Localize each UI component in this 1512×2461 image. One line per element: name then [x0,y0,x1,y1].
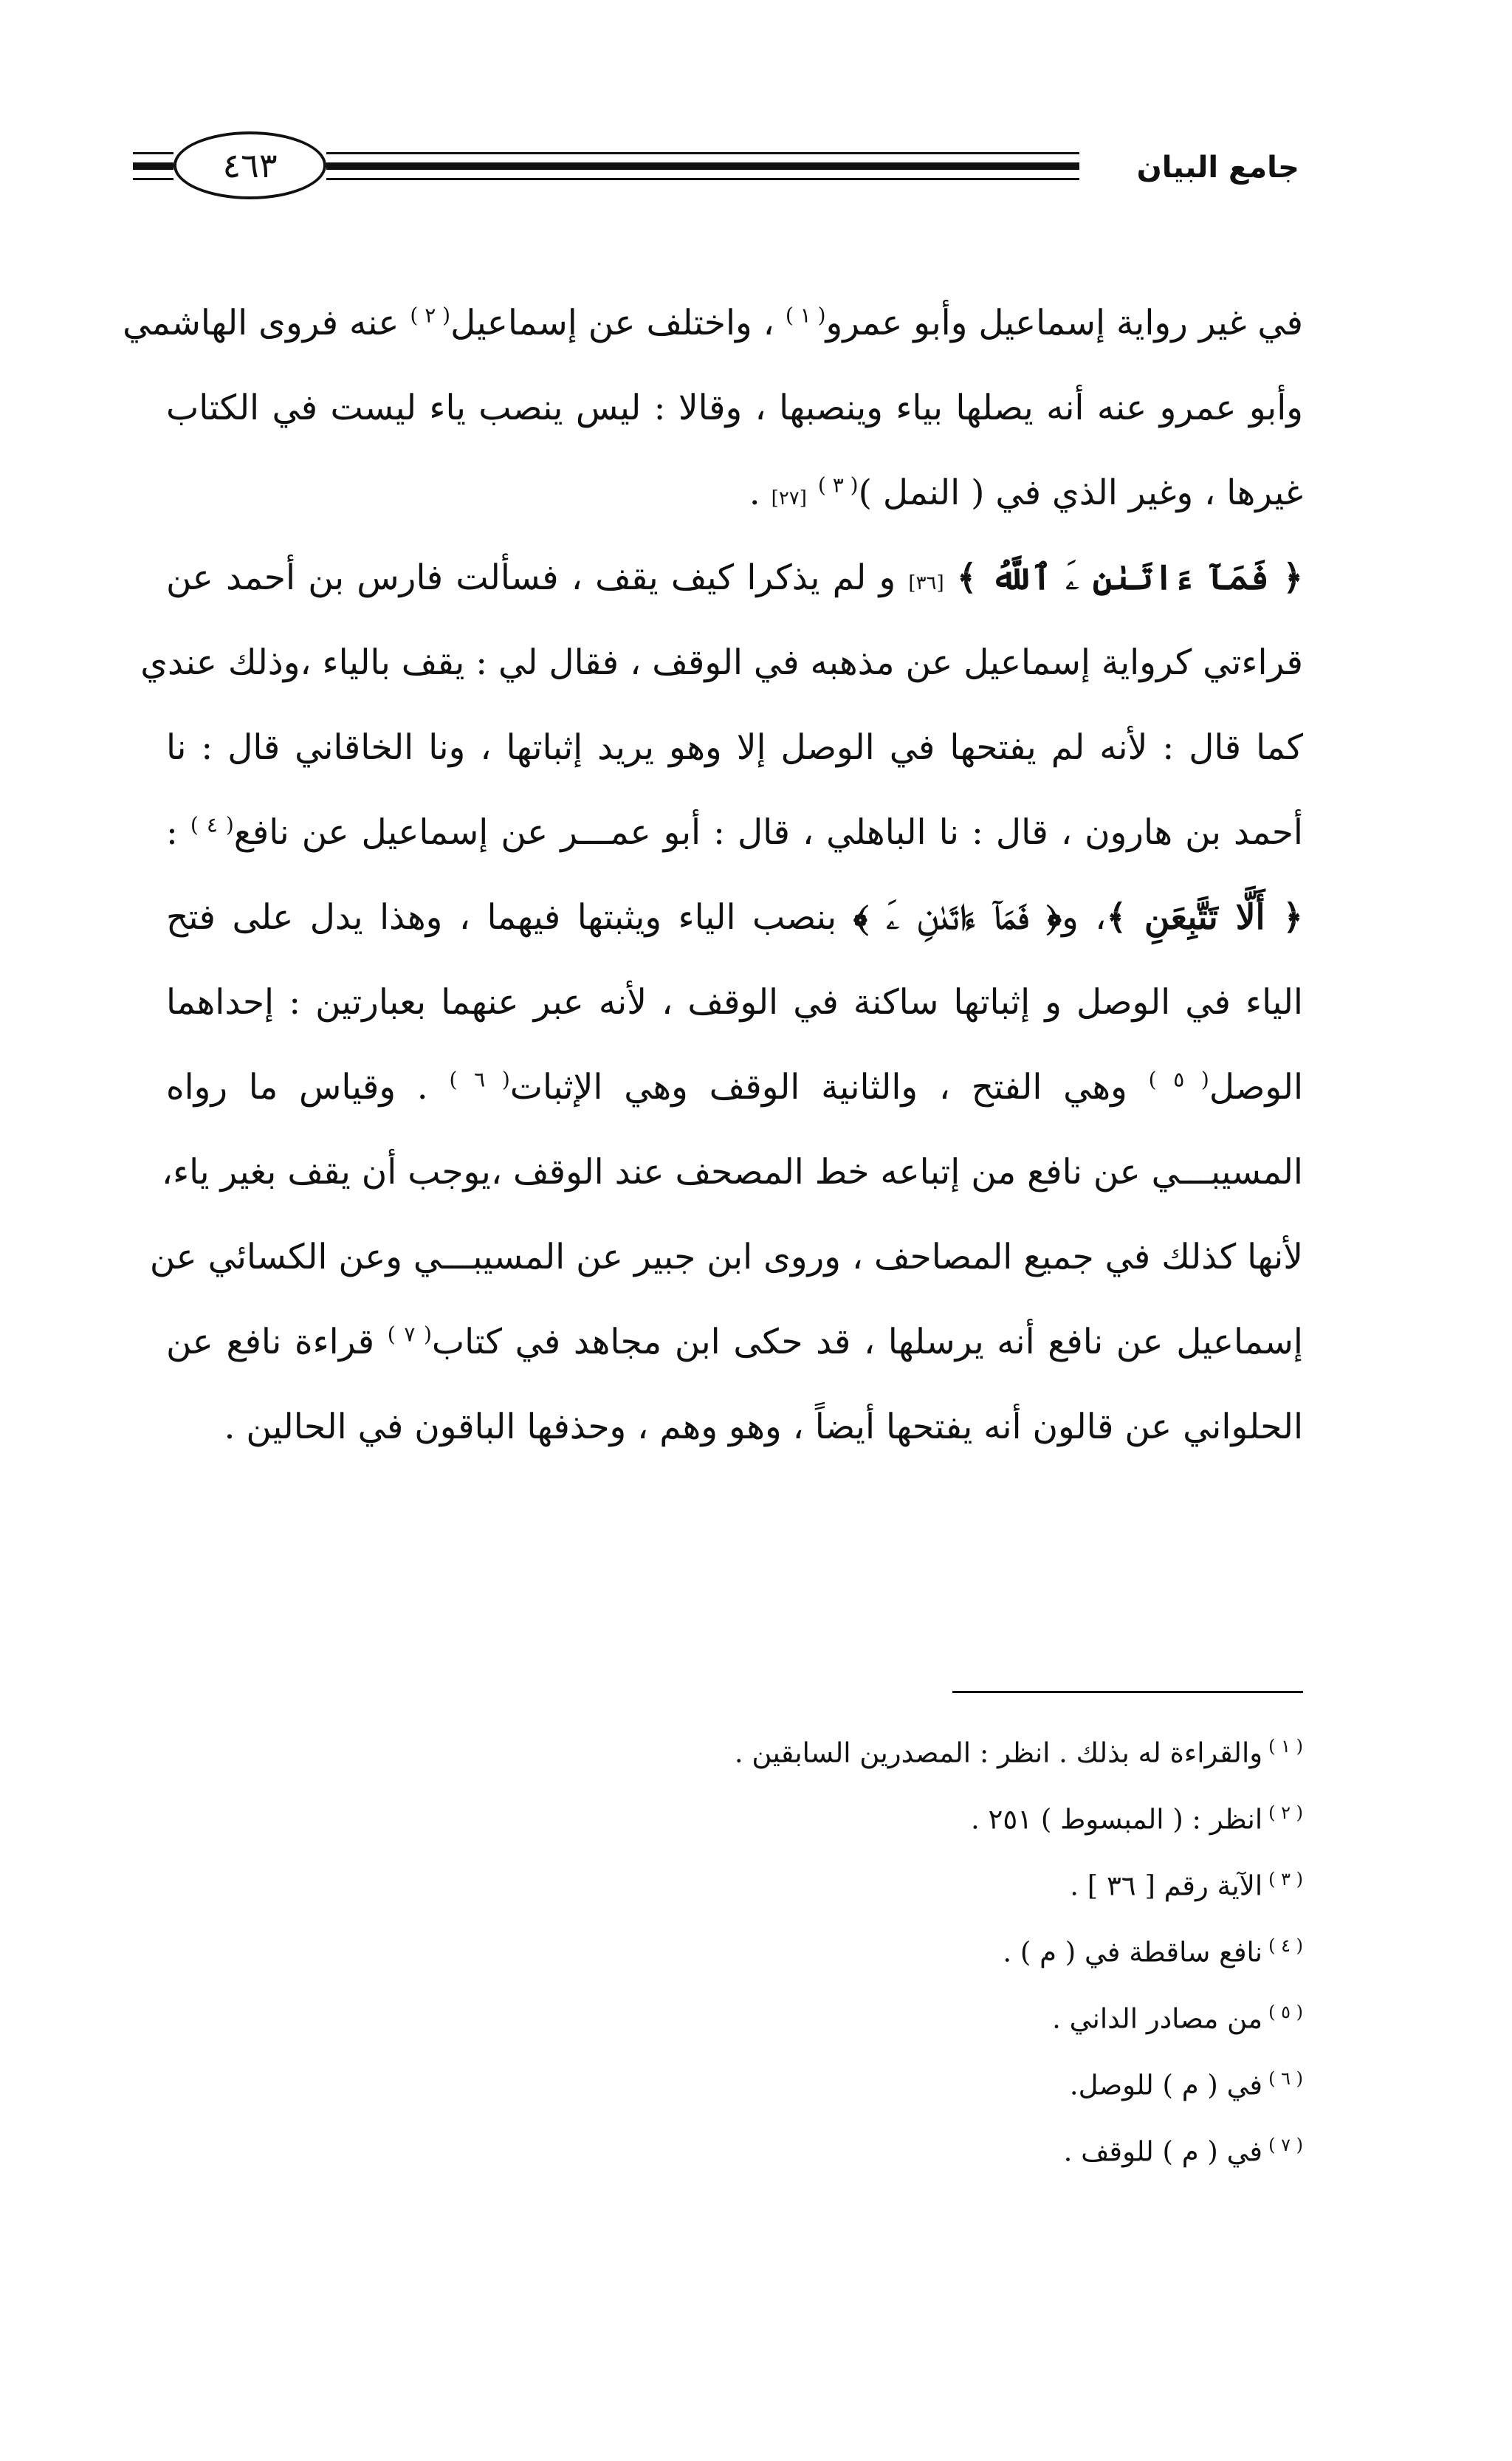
running-header [133,124,1299,213]
footnote-item: $^{( ١ )}$والقراءة له بذلك . انظر : المصدرين السابقين . [734,1736,1303,1769]
quran-quote: ﴿ فَمَآ ءَاتَىٰنِ ۦَ ٱللَّهُ ﴾ [956,557,1303,598]
footnote-number: ( ٢ ) [1268,1802,1303,1823]
footnotes [517,1713,1303,2178]
text-line: الوصل$^{( ٥ )}$ وهي الفتح ، والثانية الوقف وهي الإثبات$^{( ٦ )}$ . وقياس ما رواه [166,1067,1304,1108]
footnote-number: ( ٤ ) [1268,1935,1303,1956]
text-line: وأبو عمرو عنه أنه يصلها بياء وينصبها ، وقالا : ليس ينصب ياء ليست في الكتاب [166,388,1303,428]
footnote-number: ( ٦ ) [1268,2068,1303,2089]
header-rule [133,152,173,154]
footnote-number: ( ٣ ) [1268,1869,1303,1889]
text-line: غيرها ، وغير الذي في ( النمل )$^{( ٣ )}$ [٢٧] . [749,473,1303,513]
footnote-mark[interactable]: ( ٢ ) [410,303,451,328]
footnote-mark[interactable]: ( ٥ ) [1148,1067,1209,1092]
footnote-item: $^{( ٦ )}$في ( م ) للوصل. [1069,2068,1303,2101]
footnote-item: $^{( ٧ )}$في ( م ) للوقف . [1063,2135,1303,2168]
footnote-mark[interactable]: ( ٤ ) [190,812,234,837]
text-line: لأنها كذلك في جميع المصاحف ، وروى ابن جبير عن المسيبـــي وعن الكسائي عن [149,1237,1303,1277]
footnote-item: $^{( ٢ )}$انظر : ( المبسوط ) ٢٥١ . [971,1802,1303,1836]
footnote-separator [952,1691,1303,1693]
text-line: الحلواني عن قالون أنه يفتحها أيضاً ، وهو وهم ، وحذفها الباقون في الحالين . [224,1407,1303,1447]
footnote-number: ( ٧ ) [1268,2135,1303,2155]
header-rule [133,162,173,170]
text-line: قراءتي كرواية إسماعيل عن مذهبه في الوقف ، فقال لي : يقف بالياء ،وذلك عندي [140,642,1303,683]
footnote-item: $^{( ٤ )}$نافع ساقطة في ( م ) . [1003,1935,1303,1969]
header-rule [326,152,1079,154]
quran-quote: ﴿ أَلَّا تَتَّبِعَنِ ﴾ [1106,897,1303,938]
text-line: كما قال : لأنه لم يفتحها في الوصل إلا وهو يريد إثباتها ، ونا الخاقاني قال : نا [166,727,1303,768]
text-line: في غير رواية إسماعيل وأبو عمرو$^{( ١ )}$ ، واختلف عن إسماعيل$^{( ٢ )}$ عنه فروى الهاشمي [123,303,1303,343]
header-rule [326,162,1079,170]
footnote-mark[interactable]: ( ٦ ) [449,1067,510,1092]
text-line: أحمد بن هارون ، قال : نا الباهلي ، قال : أبو عمـــر عن إسماعيل عن نافع$^{( ٤ )}$ : [166,812,1303,853]
footnote-mark[interactable]: ( ٧ ) [387,1322,432,1347]
text-line: إسماعيل عن نافع أنه يرسلها ، قد حكى ابن مجاهد في كتاب$^{( ٧ )}$ قراءة نافع عن [166,1322,1303,1362]
text-line: ﴿ فَمَآ ءَاتَىٰنِ ۦَ ٱللَّهُ ﴾ [٣٦] و لم يذكرا كيف يقف ، فسألت فارس بن أحمد عن [166,557,1303,598]
ayah-reference: [٢٧] [771,487,807,509]
main-text [123,281,1304,1469]
page-number: ٤٦٣ [173,131,326,199]
footnote-mark[interactable]: ( ١ ) [785,303,826,328]
footnote-mark[interactable]: ( ٣ ) [817,473,859,498]
book-title: جامع البيان [1136,151,1299,185]
footnote-number: ( ٥ ) [1268,2002,1303,2022]
header-rule [133,178,173,180]
quran-quote: ﴿ فَمَآ ءَاتَىٰنِ ۦَ ﴾ [853,897,1062,938]
footnote-number: ( ١ ) [1268,1736,1303,1757]
text-line: الياء في الوصل و إثباتها ساكنة في الوقف ، لأنه عبر عنهما بعبارتين : إحداهما [166,982,1303,1023]
ayah-reference: [٣٦] [908,572,944,594]
text-line: ﴿ أَلَّا تَتَّبِعَنِ ﴾، و﴿ فَمَآ ءَاتَىٰنِ ۦَ ﴾ بنصب الياء ويثبتها فيهما ، وهذا يدل على فتح [166,897,1303,938]
footnote-item: $^{( ٣ )}$الآية رقم [ ٣٦ ] . [1070,1869,1303,1902]
header-rule [326,178,1079,180]
text-line: المسيبـــي عن نافع من إتباعه خط المصحف عند الوقف ،يوجب أن يقف بغير ياء، [161,1152,1303,1192]
footnote-item: $^{( ٥ )}$من مصادر الداني . [1052,2002,1303,2035]
